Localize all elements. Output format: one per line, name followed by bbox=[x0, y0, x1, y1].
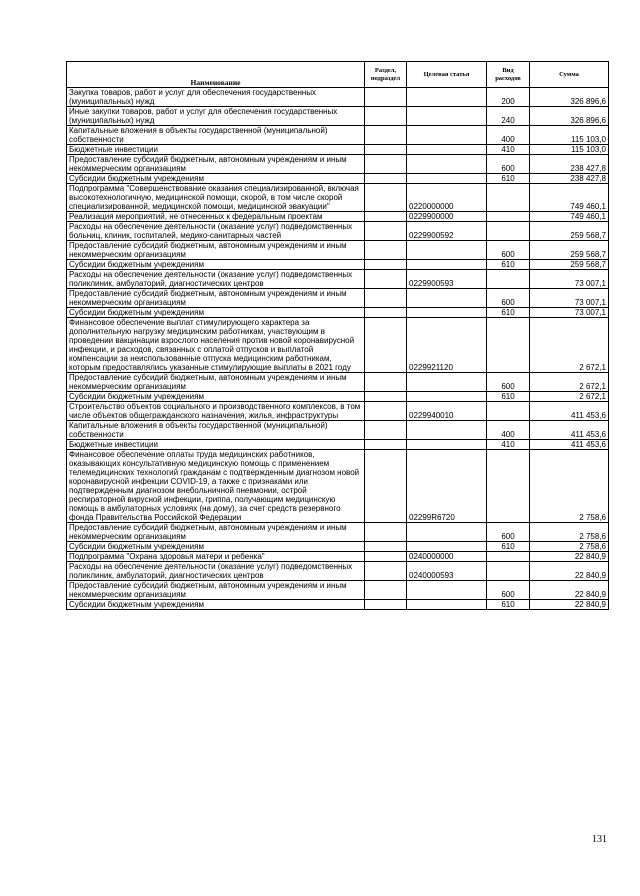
cell-section bbox=[365, 402, 407, 421]
cell-target bbox=[407, 421, 487, 440]
cell-section bbox=[365, 145, 407, 155]
page-number: 131 bbox=[592, 834, 607, 845]
cell-section bbox=[365, 581, 407, 600]
cell-sum: 259 568,7 bbox=[530, 260, 609, 270]
cell-type: 600 bbox=[487, 523, 530, 542]
cell-name: Строительство объектов социального и производственного комплексов, в том числе объектов общегражданского назначения, жилья, инфраструктуры bbox=[67, 402, 365, 421]
table-row bbox=[67, 174, 609, 184]
cell-target: 0220000000 bbox=[407, 184, 487, 212]
table-row bbox=[67, 308, 609, 318]
cell-target bbox=[407, 373, 487, 392]
cell-sum: 73 007,1 bbox=[530, 270, 609, 289]
cell-section bbox=[365, 392, 407, 402]
cell-name: Реализация мероприятий, не отнесенных к федеральным проектам bbox=[67, 212, 365, 222]
cell-type: 400 bbox=[487, 421, 530, 440]
cell-type: 610 bbox=[487, 308, 530, 318]
cell-name: Бюджетные инвестиции bbox=[67, 440, 365, 450]
cell-type: 610 bbox=[487, 542, 530, 552]
table-row bbox=[67, 552, 609, 562]
cell-type bbox=[487, 402, 530, 421]
budget-table bbox=[66, 61, 609, 610]
cell-name: Расходы на обеспечение деятельности (оказание услуг) подведомственных поликлиник, амбулаторий, диагностических центров bbox=[67, 270, 365, 289]
cell-section bbox=[365, 270, 407, 289]
cell-section bbox=[365, 308, 407, 318]
cell-target bbox=[407, 126, 487, 145]
cell-section bbox=[365, 241, 407, 260]
cell-sum: 326 896,6 bbox=[530, 88, 609, 107]
cell-target bbox=[407, 600, 487, 610]
cell-sum: 259 568,7 bbox=[530, 222, 609, 241]
table-row bbox=[67, 392, 609, 402]
table-row bbox=[67, 421, 609, 440]
cell-section bbox=[365, 552, 407, 562]
cell-sum: 411 453,6 bbox=[530, 440, 609, 450]
cell-section bbox=[365, 155, 407, 174]
cell-section bbox=[365, 88, 407, 107]
cell-name: Предоставление субсидий бюджетным, автономным учреждениям и иным некоммерческим организациям bbox=[67, 241, 365, 260]
cell-sum: 411 453,6 bbox=[530, 402, 609, 421]
cell-type: 240 bbox=[487, 107, 530, 126]
cell-target bbox=[407, 440, 487, 450]
cell-type bbox=[487, 318, 530, 373]
cell-type bbox=[487, 552, 530, 562]
cell-target bbox=[407, 241, 487, 260]
cell-name: Капитальные вложения в объекты государственной (муниципальной) собственности bbox=[67, 126, 365, 145]
cell-section bbox=[365, 523, 407, 542]
cell-type: 600 bbox=[487, 155, 530, 174]
cell-name: Предоставление субсидий бюджетным, автономным учреждениям и иным некоммерческим организациям bbox=[67, 581, 365, 600]
cell-section bbox=[365, 260, 407, 270]
cell-name: Субсидии бюджетным учреждениям bbox=[67, 392, 365, 402]
cell-target bbox=[407, 107, 487, 126]
cell-section bbox=[365, 222, 407, 241]
table-row bbox=[67, 289, 609, 308]
cell-sum: 2 672,1 bbox=[530, 373, 609, 392]
table-row bbox=[67, 402, 609, 421]
table-body bbox=[67, 88, 609, 610]
cell-target: 0229900592 bbox=[407, 222, 487, 241]
cell-section bbox=[365, 212, 407, 222]
cell-name: Капитальные вложения в объекты государственной (муниципальной) собственности bbox=[67, 421, 365, 440]
cell-sum: 115 103,0 bbox=[530, 126, 609, 145]
cell-name: Расходы на обеспечение деятельности (оказание услуг) подведомственных поликлиник, амбулаторий, диагностических центров bbox=[67, 562, 365, 581]
cell-type: 600 bbox=[487, 241, 530, 260]
cell-target bbox=[407, 88, 487, 107]
cell-section bbox=[365, 126, 407, 145]
table-row bbox=[67, 450, 609, 523]
cell-name: Расходы на обеспечение деятельности (оказание услуг) подведомственных больниц, клиник, госпиталей, медико-санитарных частей bbox=[67, 222, 365, 241]
cell-type bbox=[487, 562, 530, 581]
cell-sum: 22 840,9 bbox=[530, 600, 609, 610]
table-row bbox=[67, 222, 609, 241]
cell-target bbox=[407, 145, 487, 155]
cell-name: Субсидии бюджетным учреждениям bbox=[67, 260, 365, 270]
table-row bbox=[67, 184, 609, 212]
cell-section bbox=[365, 440, 407, 450]
table-row bbox=[67, 155, 609, 174]
cell-name: Субсидии бюджетным учреждениям bbox=[67, 600, 365, 610]
cell-section bbox=[365, 289, 407, 308]
cell-name: Бюджетные инвестиции bbox=[67, 145, 365, 155]
cell-target: 02299R6720 bbox=[407, 450, 487, 523]
cell-section bbox=[365, 562, 407, 581]
cell-name: Предоставление субсидий бюджетным, автономным учреждениям и иным некоммерческим организациям bbox=[67, 523, 365, 542]
cell-target: 0229921120 bbox=[407, 318, 487, 373]
cell-section bbox=[365, 421, 407, 440]
table-row bbox=[67, 126, 609, 145]
cell-section bbox=[365, 600, 407, 610]
cell-sum: 22 840,9 bbox=[530, 552, 609, 562]
cell-target bbox=[407, 289, 487, 308]
cell-name: Иные закупки товаров, работ и услуг для обеспечения государственных (муниципальных) нужд bbox=[67, 107, 365, 126]
cell-target bbox=[407, 308, 487, 318]
cell-type: 610 bbox=[487, 174, 530, 184]
cell-target: 0229900593 bbox=[407, 270, 487, 289]
cell-sum: 73 007,1 bbox=[530, 308, 609, 318]
cell-type bbox=[487, 450, 530, 523]
cell-sum: 22 840,9 bbox=[530, 581, 609, 600]
cell-name: Субсидии бюджетным учреждениям bbox=[67, 308, 365, 318]
cell-sum: 2 758,6 bbox=[530, 523, 609, 542]
table-row bbox=[67, 542, 609, 552]
cell-type: 410 bbox=[487, 440, 530, 450]
cell-target bbox=[407, 392, 487, 402]
cell-type: 400 bbox=[487, 126, 530, 145]
cell-sum: 2 672,1 bbox=[530, 392, 609, 402]
cell-target: 0240000000 bbox=[407, 552, 487, 562]
cell-target: 0229940010 bbox=[407, 402, 487, 421]
cell-sum: 2 758,6 bbox=[530, 450, 609, 523]
header-name: Наименование bbox=[67, 62, 365, 88]
cell-section bbox=[365, 373, 407, 392]
cell-name: Закупка товаров, работ и услуг для обеспечения государственных (муниципальных) нужд bbox=[67, 88, 365, 107]
cell-target: 0229900000 bbox=[407, 212, 487, 222]
cell-type: 200 bbox=[487, 88, 530, 107]
cell-sum: 22 840,9 bbox=[530, 562, 609, 581]
cell-sum: 238 427,8 bbox=[530, 155, 609, 174]
cell-type: 600 bbox=[487, 289, 530, 308]
cell-sum: 115 103,0 bbox=[530, 145, 609, 155]
cell-section bbox=[365, 318, 407, 373]
table-row bbox=[67, 107, 609, 126]
table-row bbox=[67, 581, 609, 600]
table-header-row bbox=[67, 62, 609, 88]
header-type: Вид расходов bbox=[487, 62, 530, 88]
cell-type: 600 bbox=[487, 373, 530, 392]
cell-sum: 749 460,1 bbox=[530, 184, 609, 212]
cell-name: Предоставление субсидий бюджетным, автономным учреждениям и иным некоммерческим организациям bbox=[67, 155, 365, 174]
cell-section bbox=[365, 174, 407, 184]
header-target: Целевая статья bbox=[407, 62, 487, 88]
cell-type: 410 bbox=[487, 145, 530, 155]
table-row bbox=[67, 318, 609, 373]
cell-name: Подпрограмма "Совершенствование оказания специализированной, включая высокотехнологичную, медицинской помощи, скорой, в том числе скорой специализированной, медицинской помощи, медицинской эвакуации" bbox=[67, 184, 365, 212]
cell-name: Предоставление субсидий бюджетным, автономным учреждениям и иным некоммерческим организациям bbox=[67, 373, 365, 392]
table-row bbox=[67, 241, 609, 260]
cell-name: Подпрограмма "Охрана здоровья матери и ребенка" bbox=[67, 552, 365, 562]
cell-name: Финансовое обеспечение оплаты труда медицинских работников, оказывающих консультативную медицинскую помощь с применением телемедицинских технологий гражданам с подтвержденным диагнозом новой коронавирусной инфекции COVID-19, а также с признаками или подтвержденным диагнозом внебольничной пневмонии, острой респираторной вирусной инфекции, гриппа, получающим медицинскую помощь в амбулаторных условиях (на дому), за счет средств резервного фонда Правительства Российской Федерации bbox=[67, 450, 365, 523]
cell-sum: 73 007,1 bbox=[530, 289, 609, 308]
header-section: Раздел, подраздел bbox=[365, 62, 407, 88]
cell-type bbox=[487, 270, 530, 289]
cell-sum: 259 568,7 bbox=[530, 241, 609, 260]
cell-type bbox=[487, 184, 530, 212]
cell-sum: 411 453,6 bbox=[530, 421, 609, 440]
cell-type: 610 bbox=[487, 392, 530, 402]
cell-sum: 2 758,6 bbox=[530, 542, 609, 552]
cell-sum: 749 460,1 bbox=[530, 212, 609, 222]
cell-section bbox=[365, 184, 407, 212]
cell-type: 610 bbox=[487, 600, 530, 610]
table-row bbox=[67, 440, 609, 450]
cell-name: Субсидии бюджетным учреждениям bbox=[67, 174, 365, 184]
cell-section bbox=[365, 107, 407, 126]
cell-target bbox=[407, 523, 487, 542]
table-row bbox=[67, 523, 609, 542]
cell-type bbox=[487, 212, 530, 222]
table-row bbox=[67, 260, 609, 270]
table-row bbox=[67, 600, 609, 610]
cell-target bbox=[407, 542, 487, 552]
table-row bbox=[67, 88, 609, 107]
table-row bbox=[67, 373, 609, 392]
cell-section bbox=[365, 450, 407, 523]
cell-sum: 326 896,6 bbox=[530, 107, 609, 126]
table-row bbox=[67, 562, 609, 581]
header-sum: Сумма bbox=[530, 62, 609, 88]
table-row bbox=[67, 145, 609, 155]
cell-target bbox=[407, 260, 487, 270]
cell-sum: 238 427,8 bbox=[530, 174, 609, 184]
cell-type: 610 bbox=[487, 260, 530, 270]
cell-sum: 2 672,1 bbox=[530, 318, 609, 373]
cell-target bbox=[407, 155, 487, 174]
cell-target bbox=[407, 174, 487, 184]
cell-target: 0240000593 bbox=[407, 562, 487, 581]
table-row bbox=[67, 212, 609, 222]
table-row bbox=[67, 270, 609, 289]
cell-section bbox=[365, 542, 407, 552]
cell-name: Субсидии бюджетным учреждениям bbox=[67, 542, 365, 552]
cell-type bbox=[487, 222, 530, 241]
cell-type: 600 bbox=[487, 581, 530, 600]
cell-name: Финансовое обеспечение выплат стимулирующего характера за дополнительную нагрузку медицинским работникам, участвующим в проведении вакцинации взрослого населения против новой коронавирусной инфекции, и расходов, связанных с оплатой отпусков и выплатой компенсации за неиспользованные отпуска медицинским работникам, которым предоставлялись указанные стимулирующие выплаты в 2021 году bbox=[67, 318, 365, 373]
cell-target bbox=[407, 581, 487, 600]
cell-name: Предоставление субсидий бюджетным, автономным учреждениям и иным некоммерческим организациям bbox=[67, 289, 365, 308]
